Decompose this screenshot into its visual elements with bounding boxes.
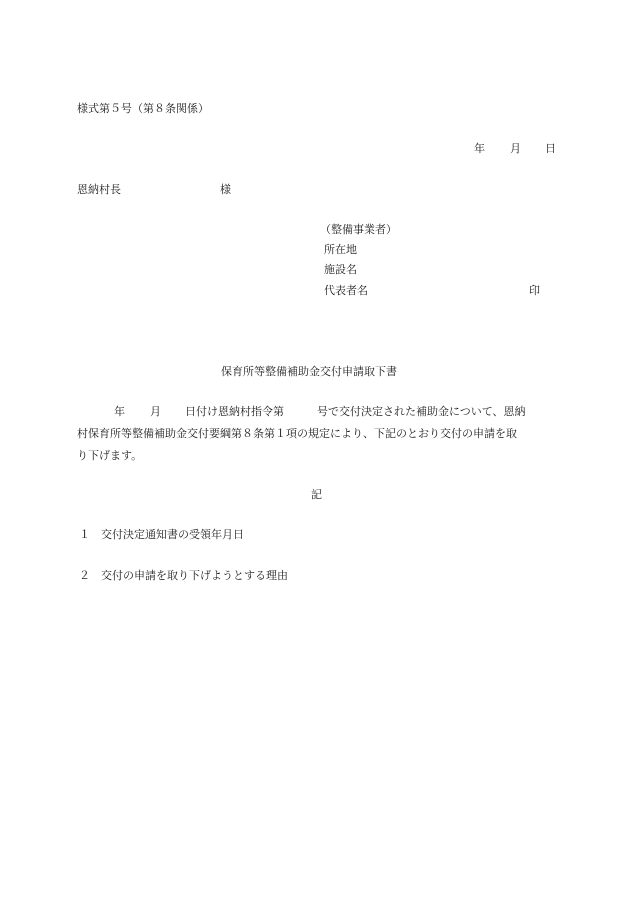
item-number: ２ (79, 569, 90, 582)
date-month-label: 月 (510, 142, 521, 155)
body-line-1 (77, 401, 555, 423)
body-paragraph (77, 401, 555, 467)
body-line-3: り下げます。 (77, 449, 143, 462)
document-title: 保育所等整備補助金交付申請取下書 (221, 365, 397, 378)
body-line-2: 村保育所等整備補助金交付要綱第８条第１項の規定により、下記のとおり交付の申請を取 (77, 427, 517, 440)
addressee-name: 恩納村長 (77, 183, 121, 196)
applicant-heading: （整備事業者） (320, 223, 397, 236)
body-directive-text: 日付け恩納村指令第 (185, 405, 284, 418)
item-text: 交付決定通知書の受領年月日 (101, 528, 244, 541)
body-year-label: 年 (114, 405, 125, 418)
body-month-label: 月 (150, 405, 161, 418)
form-number: 様式第５号（第８条関係） (77, 102, 209, 115)
item-number: １ (79, 528, 90, 541)
item-text: 交付の申請を取り下げようとする理由 (101, 569, 288, 582)
facility-label: 施設名 (324, 263, 357, 276)
date-year-label: 年 (474, 142, 485, 155)
note-heading: 記 (311, 488, 322, 501)
addressee-honorific: 様 (220, 183, 231, 196)
address-label: 所在地 (324, 243, 357, 256)
seal-mark: 印 (529, 284, 540, 297)
body-line-1-rest: 号で交付決定された補助金について、恩納 (317, 405, 526, 418)
date-day-label: 日 (545, 142, 556, 155)
representative-label: 代表者名 (324, 284, 368, 297)
